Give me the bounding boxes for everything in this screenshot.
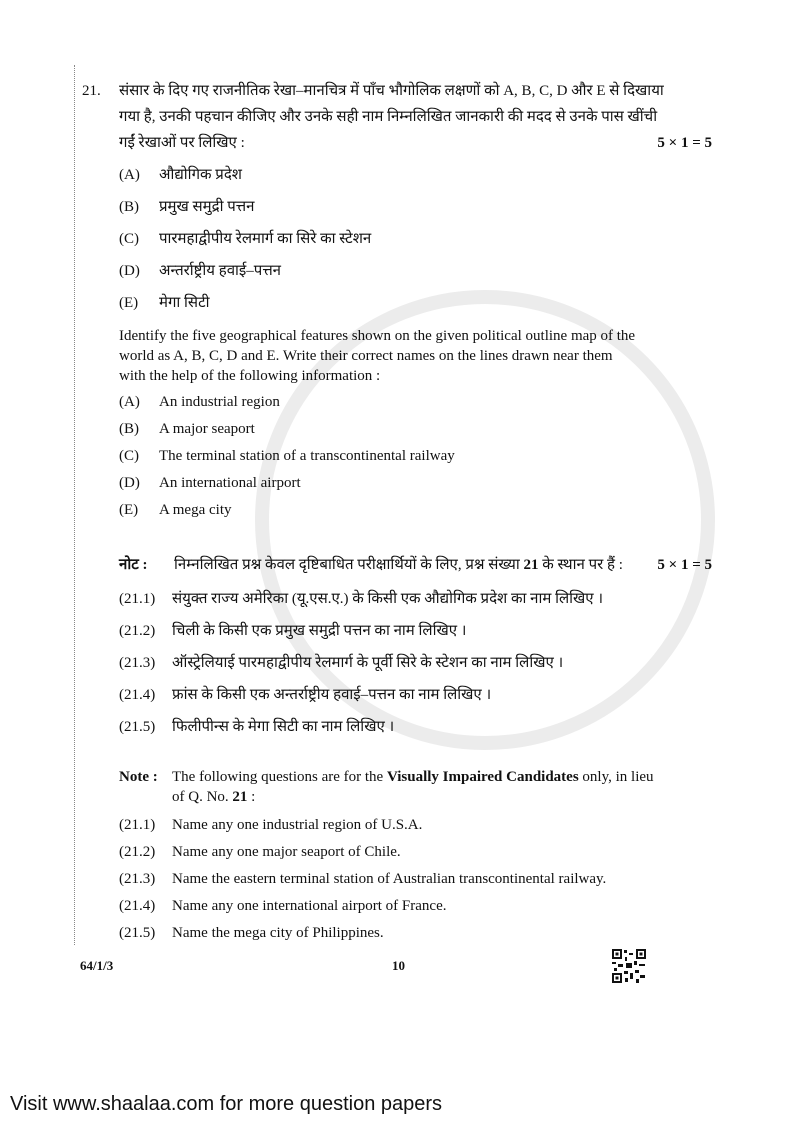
question-hindi-last-line: [119, 134, 712, 152]
english-option: [119, 393, 712, 411]
english-note-item: [119, 897, 712, 915]
hindi-option-label: (B): [119, 199, 139, 215]
hindi-option-text: मेगा सिटी: [159, 295, 210, 311]
hindi-option-label: (D): [119, 263, 140, 279]
hindi-note-item-label: (21.1): [119, 591, 156, 607]
english-note-line2-after: :: [247, 789, 256, 805]
english-note-item-text: Name any one major seaport of Chile.: [172, 844, 401, 860]
english-option: [119, 447, 712, 465]
hindi-note-items: [119, 590, 712, 736]
english-note-item-text: Name the mega city of Philippines.: [172, 925, 384, 941]
english-note-bold: Visually Impaired Candidates: [386, 769, 579, 785]
marks: 5 × 1 = 5: [657, 135, 712, 151]
english-note-item-text: Name any one industrial region of U.S.A.: [172, 817, 423, 833]
english-option-text: An industrial region: [159, 394, 280, 410]
english-note-item-text: Name any one international airport of France.: [172, 898, 447, 914]
english-option: [119, 501, 712, 519]
english-option-text: The terminal station of a transcontinental railway: [159, 448, 455, 464]
hindi-note-item-text: संयुक्त राज्य अमेरिका (यू.एस.ए.) के किसी एक औद्योगिक प्रदेश का नाम लिखिए ।: [172, 591, 604, 607]
hindi-note-text: [174, 556, 645, 574]
english-option-label: (B): [119, 421, 139, 437]
question-21: [82, 82, 712, 152]
english-option: [119, 420, 712, 438]
english-note-text-before: The following questions are for the: [172, 769, 387, 785]
hindi-options: [119, 166, 712, 312]
hindi-note-item-text: चिली के किसी एक प्रमुख समुद्री पत्तन का नाम लिखिए ।: [172, 623, 467, 639]
english-option-label: (E): [119, 502, 139, 518]
english-option-label: (A): [119, 394, 140, 410]
english-note-items: [119, 816, 712, 942]
english-option-label: (C): [119, 448, 139, 464]
hindi-note-text-after: के स्थान पर हैं :: [538, 557, 623, 573]
english-options: [119, 393, 712, 519]
english-note-item-label: (21.1): [119, 817, 156, 833]
question-english-line: with the help of the following information :: [119, 368, 381, 384]
english-note-body: [172, 767, 712, 807]
hindi-note-item: [119, 686, 712, 704]
hindi-note-item-label: (21.2): [119, 623, 156, 639]
hindi-option-label: (E): [119, 295, 139, 311]
hindi-note-item: [119, 590, 712, 608]
english-note-item-label: (21.2): [119, 844, 156, 860]
english-note: [119, 767, 712, 807]
hindi-option-text: औद्योगिक प्रदेश: [159, 167, 242, 183]
english-option: [119, 474, 712, 492]
english-note-item: [119, 870, 712, 888]
hindi-option-text: अन्तर्राष्ट्रीय हवाई–पत्तन: [159, 263, 282, 279]
hindi-option: [119, 230, 712, 248]
question-hindi-text: [119, 82, 712, 152]
hindi-option-label: (A): [119, 167, 140, 183]
page-number: 10: [392, 958, 405, 973]
hindi-option: [119, 262, 712, 280]
hindi-option: [119, 166, 712, 184]
question-english-line: world as A, B, C, D and E. Write their correct names on the lines drawn near them: [119, 348, 613, 364]
hindi-note-item: [119, 718, 712, 736]
hindi-note-item-label: (21.4): [119, 687, 156, 703]
english-note-item: [119, 816, 712, 834]
english-note-text: [172, 767, 712, 787]
english-option-label: (D): [119, 475, 140, 491]
question-english-line: Identify the five geographical features shown on the given political outline map of the: [119, 328, 636, 344]
hindi-option-text: पारमहाद्वीपीय रेलमार्ग का सिरे का स्टेशन: [159, 231, 372, 247]
question-hindi-line: संसार के दिए गए राजनीतिक रेखा–मानचित्र में पाँच भौगोलिक लक्षणों को A, B, C, D और E से दिखाया: [119, 83, 664, 99]
hindi-note-label: नोट :: [119, 557, 148, 573]
visit-shaalaa-link[interactable]: Visit www.shaalaa.com for more question papers: [10, 1093, 443, 1115]
paper-code: 64/1/3: [80, 958, 114, 973]
english-option-text: An international airport: [159, 475, 301, 491]
question-hindi-line: गया है, उनकी पहचान कीजिए और उनके सही नाम निम्नलिखित जानकारी की मदद से उनके पास खींची: [119, 109, 658, 125]
question-hindi-line: गईं रेखाओं पर लिखिए :: [119, 135, 245, 151]
hindi-option: [119, 198, 712, 216]
english-note-item: [119, 843, 712, 861]
hindi-note-marks: 5 × 1 = 5: [657, 557, 712, 573]
qr-code-icon: [612, 949, 646, 983]
hindi-note-qno: 21: [523, 557, 539, 573]
english-option-text: A major seaport: [159, 421, 255, 437]
question-english-text: [119, 326, 712, 386]
english-note-item-text: Name the eastern terminal station of Australian transcontinental railway.: [172, 871, 607, 887]
english-note-qno: 21: [232, 789, 248, 805]
hindi-note-item: [119, 654, 712, 672]
hindi-note-text-before: निम्नलिखित प्रश्न केवल दृष्टिबाधित परीक्षार्थियों के लिए, प्रश्न संख्या: [174, 557, 524, 573]
hindi-note-item-text: ऑस्ट्रेलियाई पारमहाद्वीपीय रेलमार्ग के पूर्वी सिरे के स्टेशन का नाम लिखिए ।: [172, 655, 564, 671]
english-note-line2: [172, 787, 712, 807]
hindi-note-item-text: फिलीपीन्स के मेगा सिटी का नाम लिखिए ।: [172, 719, 395, 735]
english-note-item-label: (21.5): [119, 925, 156, 941]
hindi-note-item: [119, 622, 712, 640]
hindi-option-text: प्रमुख समुद्री पत्तन: [159, 199, 255, 215]
english-note-text-after: only, in lieu: [578, 769, 654, 785]
english-note-line2-before: of Q. No.: [172, 789, 233, 805]
english-note-item-label: (21.4): [119, 898, 156, 914]
english-option-text: A mega city: [159, 502, 232, 518]
page-footer: [82, 957, 712, 993]
hindi-note-item-label: (21.5): [119, 719, 156, 735]
hindi-option: [119, 294, 712, 312]
english-note-item: [119, 924, 712, 942]
english-note-label: Note :: [119, 769, 158, 785]
hindi-note: [119, 556, 712, 574]
question-number: 21.: [82, 83, 101, 99]
hindi-note-item-text: फ्रांस के किसी एक अन्तर्राष्ट्रीय हवाई–पत्तन का नाम लिखिए ।: [172, 687, 492, 703]
english-note-item-label: (21.3): [119, 871, 156, 887]
hindi-option-label: (C): [119, 231, 139, 247]
hindi-note-item-label: (21.3): [119, 655, 156, 671]
